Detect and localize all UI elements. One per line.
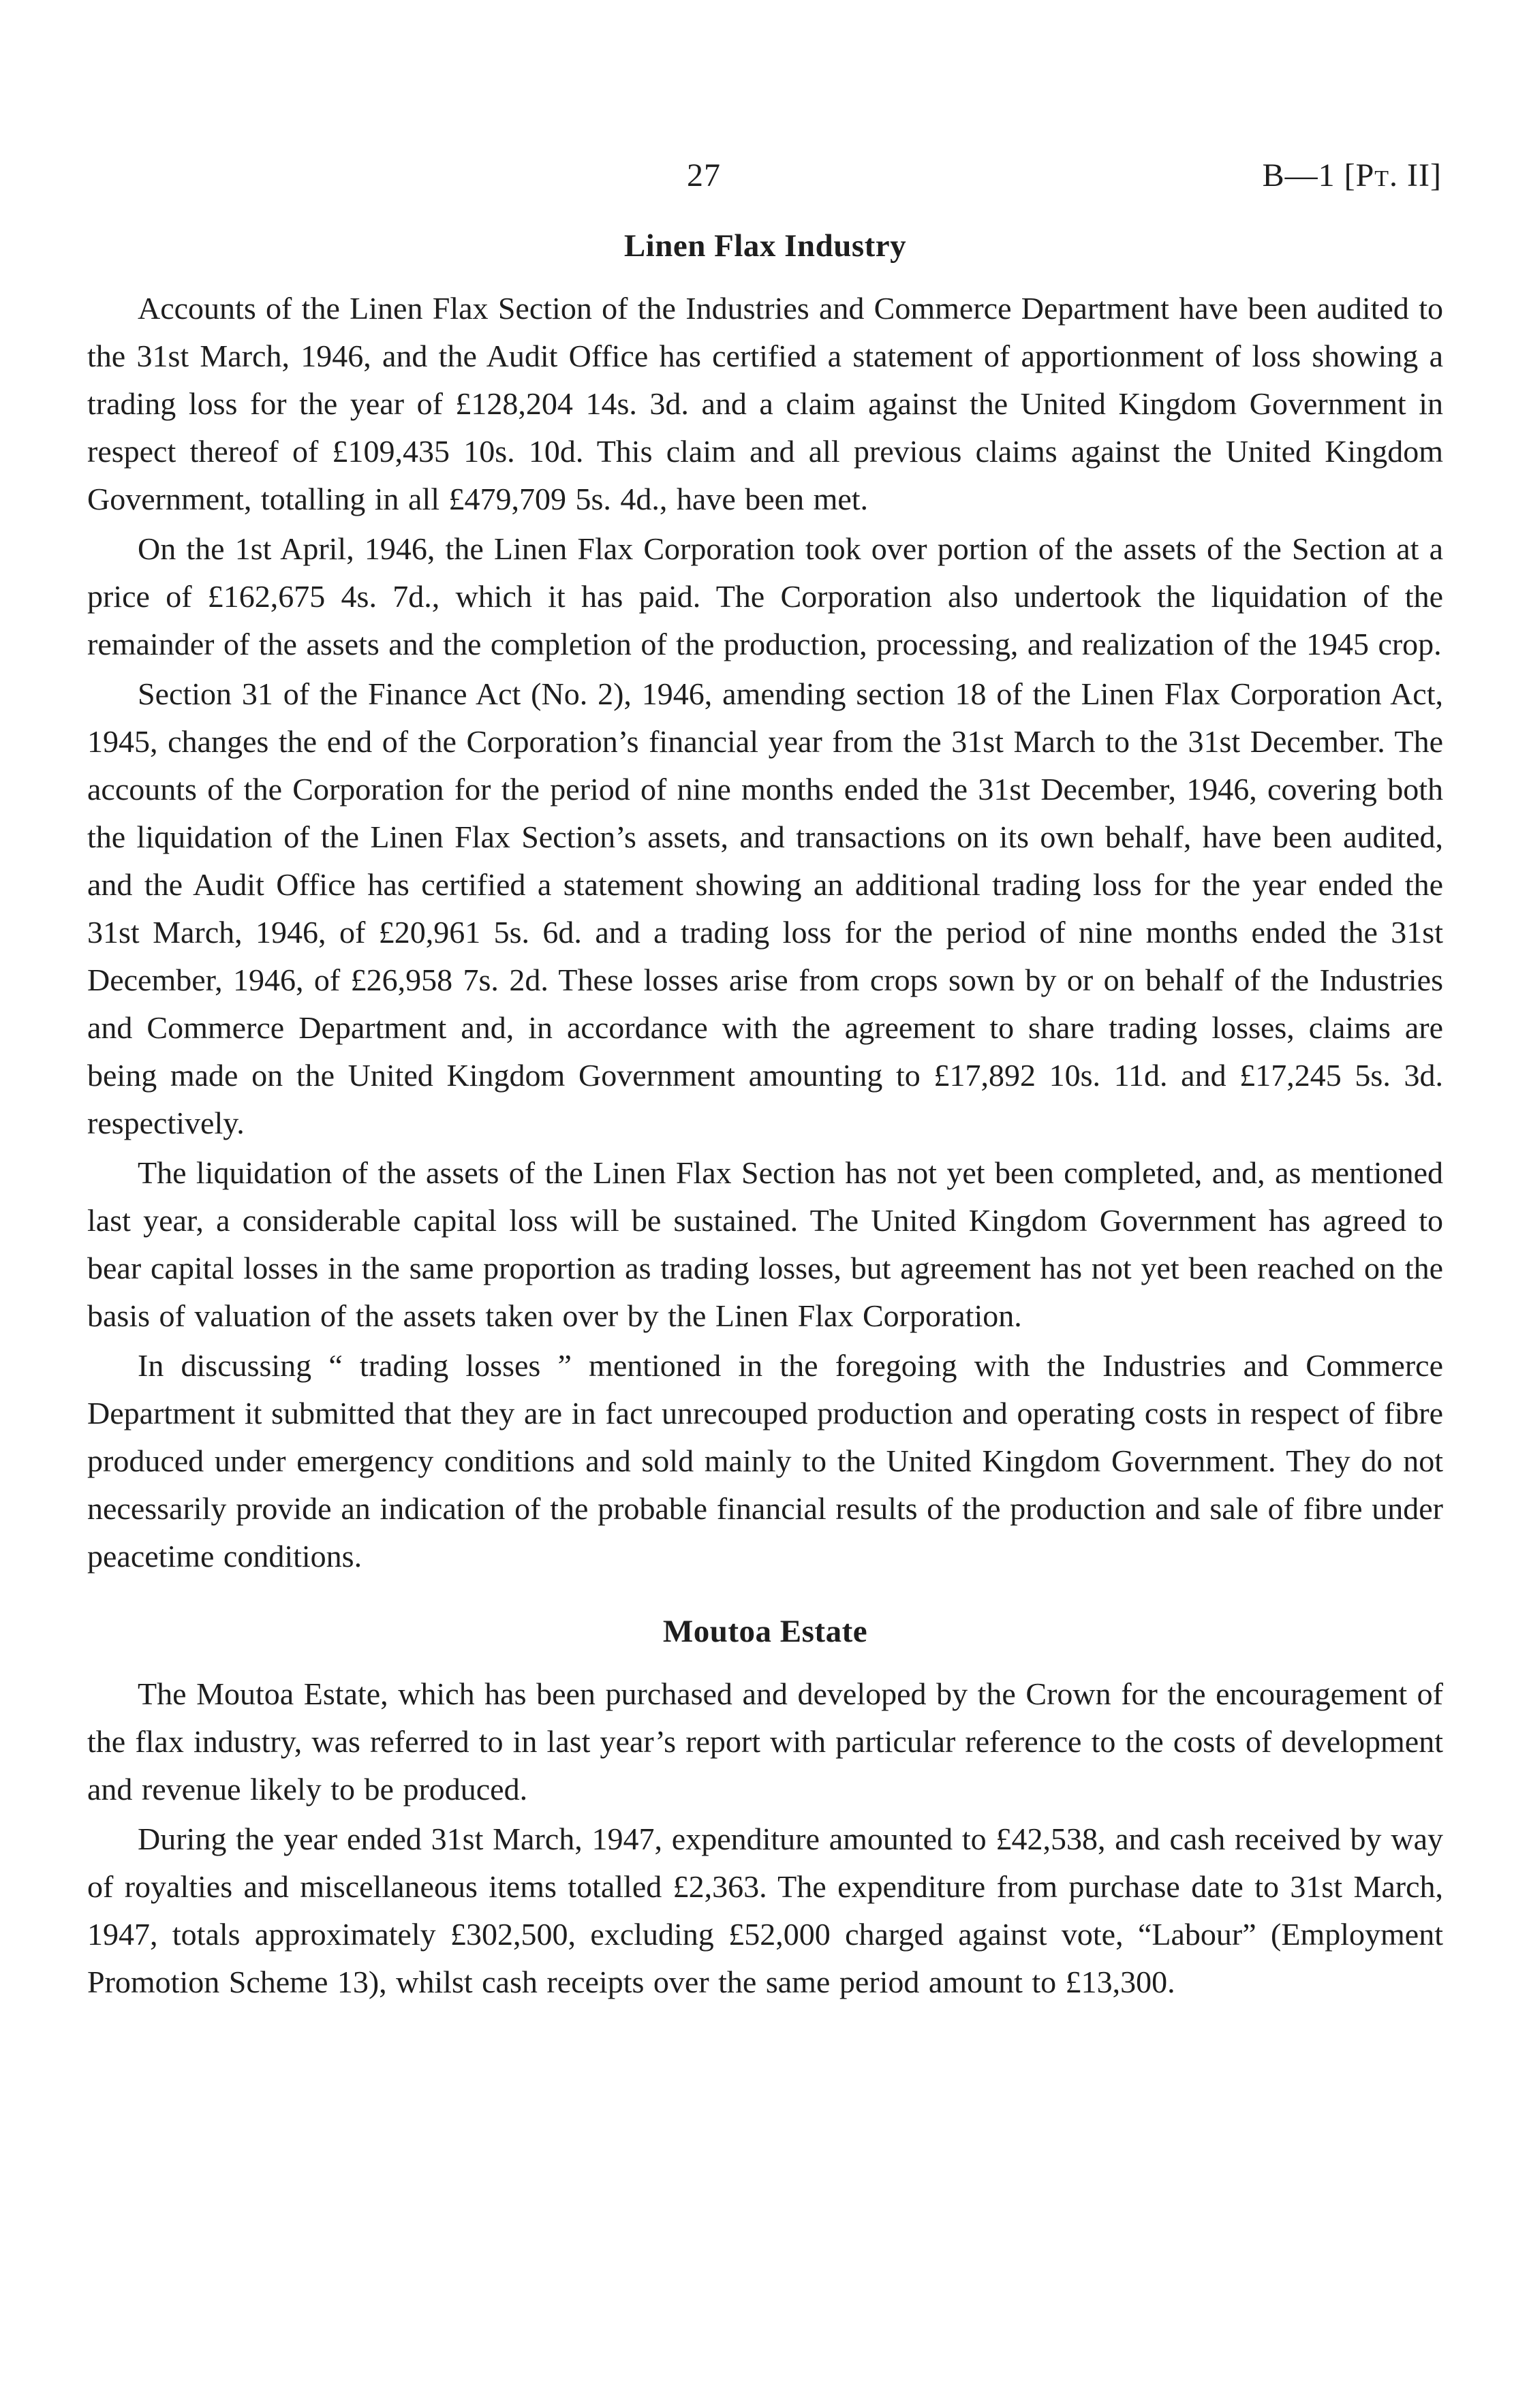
section-title-moutoa-estate: Moutoa Estate — [662, 1614, 868, 1649]
paragraph: Section 31 of the Finance Act (No. 2), 1946, amending section 18 of the Linen Flax Corporation Act, 1945, changes the end of the Corporation’s financial year from the 31st March to the 31st December. The accounts of the Corporation for the period of nine months ended the 31st December, 1946, covering both the liquidation of the Linen Flax Section’s assets, and transactions on its own behalf, have been audited, and the Audit Office has certified a statement showing an additional trading loss for the year ended the 31st March, 1946, of £20,961 5s. 6d. and a trading loss for the period of nine months ended the 31st December, 1946, of £26,958 7s. 2d. These losses arise from crops sown by or on behalf of the Industries and Commerce Department and, in accordance with the agreement to share trading losses, claims are being made on the United Kingdom Government amounting to £17,892 10s. 11d. and £17,245 5s. 3d. respectively. — [87, 676, 1443, 1140]
paragraph: The liquidation of the assets of the Linen Flax Section has not yet been completed, and, as mentioned last year, a considerable capital loss will be sustained. The United Kingdom Government has agreed to bear capital losses in the same proportion as trading losses, but agreement has not yet been reached on the basis of valuation of the assets taken over by the Linen Flax Corporation. — [87, 1155, 1443, 1333]
report-reference: B—1 [Pt. II] — [1262, 157, 1442, 193]
paragraph: Accounts of the Linen Flax Section of the Industries and Commerce Department have been audited to the 31st March, 1946, and the Audit Office has certified a statement of apportionment of loss showing a trading loss for the year of £128,204 14s. 3d. and a claim against the United Kingdom Government in respect thereof of £109,435 10s. 10d. This claim and all previous claims against the United Kingdom Government, totalling in all £479,709 5s. 4d., have been met. — [87, 291, 1443, 516]
section-moutoa-estate — [87, 1613, 1443, 2006]
paragraph: During the year ended 31st March, 1947, expenditure amounted to £42,538, and cash received by way of royalties and miscellaneous items totalled £2,363. The expenditure from purchase date to 31st March, 1947, totals approximately £302,500, excluding £52,000 charged against vote, “Labour” (Employment Promotion Scheme 13), whilst cash receipts over the same period amount to £13,300. — [87, 1821, 1443, 1999]
paragraph: On the 1st April, 1946, the Linen Flax Corporation took over portion of the assets of the Section at a price of £162,675 4s. 7d., which it has paid. The Corporation also undertook the liquidation of the remainder of the assets and the completion of the production, processing, and realization of the 1945 crop. — [87, 531, 1443, 661]
section-linen-flax-industry — [87, 228, 1443, 1580]
page-number: 27 — [687, 157, 721, 193]
paragraph: In discussing “ trading losses ” mentioned in the foregoing with the Industries and Commerce Department it submitted that they are in fact unrecouped production and operating costs in respect of fibre produced under emergency conditions and sold mainly to the United Kingdom Government. They do not necessarily provide an indication of the probable financial results of the production and sale of fibre under peacetime conditions. — [87, 1348, 1443, 1574]
section-title-linen-flax: Linen Flax Industry — [623, 228, 907, 264]
page-header — [87, 155, 1443, 204]
paragraph: The Moutoa Estate, which has been purchased and developed by the Crown for the encouragement of the flax industry, was referred to in last year’s report with particular reference to the costs of development and revenue likely to be produced. — [87, 1676, 1443, 1807]
